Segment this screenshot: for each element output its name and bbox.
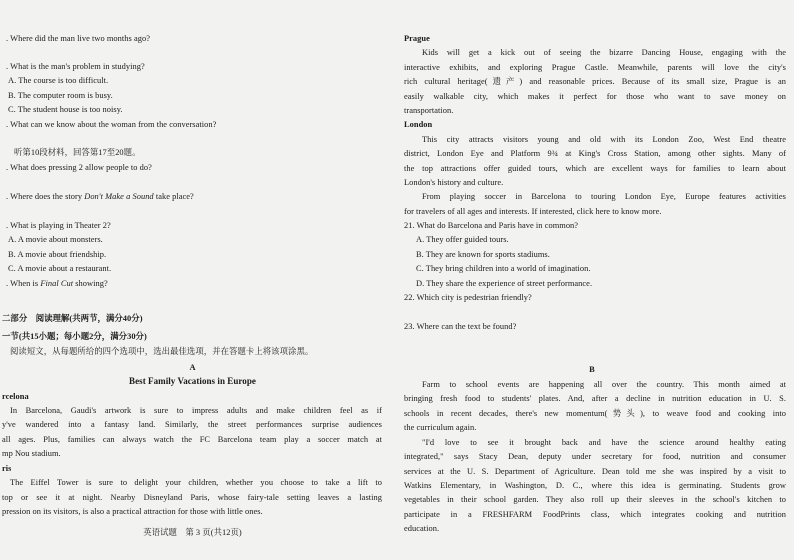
part-heading: 二部分 阅读理解(共两节，满分40分) <box>2 314 143 323</box>
option-d: D. They share the experience of street performance. <box>416 279 593 288</box>
option-a: A. A movie about monsters. <box>8 235 103 244</box>
section-heading: 一节(共15小题；每小题2分，满分30分) <box>2 332 147 341</box>
paragraph-line: education. <box>404 524 440 533</box>
paragraph-line: Watkins Elementary, in Washington, D. C., where this idea is germinating. Students grow <box>404 481 786 490</box>
paragraph-line: all ages. Plus, families can always watch the FC Barcelona team play a soccer match at <box>2 435 382 444</box>
paragraph-line: easily walkable city, which makes it perfect for those who want to save money on <box>404 92 786 101</box>
option-c: C. The student house is too noisy. <box>8 105 123 114</box>
option-b: B. They are known for sports stadiums. <box>416 250 550 259</box>
option-b: B. A movie about friendship. <box>8 250 107 259</box>
paragraph-line: the curriculum again. <box>404 423 477 432</box>
question-text: . What can we know about the woman from the conversation? <box>6 120 217 129</box>
option-c: C. A movie about a restaurant. <box>8 264 112 273</box>
paragraph-line: "I'd love to see it brought back and have the science around healthy eating <box>422 438 786 447</box>
paragraph-line: for travelers of all ages and interests. If interested, click here to know more. <box>404 207 662 216</box>
section-instruction: 听第10段材料，回答第17至20题。 <box>14 148 141 157</box>
paragraph-line: From playing soccer in Barcelona to touring London Eye, Europe features activities <box>422 192 786 201</box>
paragraph-line: Kids will get a kick out of seeing the bizarre Dancing House, engaging with the <box>422 48 786 57</box>
option-c: C. They bring children into a world of imagination. <box>416 264 591 273</box>
question-text: . What does pressing 2 allow people to do? <box>6 163 152 172</box>
passage-letter: B <box>589 365 595 374</box>
city-heading-prague: Prague <box>404 34 430 43</box>
city-heading-paris: ris <box>2 464 12 473</box>
paragraph-line: vegetables in their school garden. They also roll up their sleeves in the school's kitchen to <box>404 495 786 504</box>
city-heading-barcelona: rcelona <box>2 392 29 401</box>
paragraph-line: Farm to school events are happening all over the country. This month aimed at <box>422 380 786 389</box>
question-text: . What is playing in Theater 2? <box>6 221 111 230</box>
question-text: . When is Final Cut showing? <box>6 279 108 288</box>
reading-instruction: 阅读短文，从每题所给的四个选项中，选出最佳选项，并在答题卡上将该项涂黑。 <box>10 347 314 356</box>
paragraph-line: services at the U. S. Department of Agriculture. Dean told me she was inspired by a visit to <box>404 467 786 476</box>
page-footer: 英语试题 第 3 页(共12页) <box>143 528 242 537</box>
paragraph-line: The Eiffel Tower is sure to delight your children, whether you choose to take a lift to <box>10 478 382 487</box>
paragraph-line: interactive exhibits, and exploring Prague Castle. Meanwhile, parents will love the city's <box>404 63 786 72</box>
paragraph-line: district, London Eye and Platform 9¾ at King's Cross Station, among other sights. Many of <box>404 149 786 158</box>
paragraph-line: In Barcelona, Gaudi's artwork is sure to impress adults and make children feel as if <box>10 406 382 415</box>
paragraph-line: pression on its visitors, is also a practical attraction for those with little ones. <box>2 507 263 516</box>
question-text: . What is the man's problem in studying? <box>6 62 145 71</box>
paragraph-line: London's history and culture. <box>404 178 504 187</box>
paragraph-line: y've wandered into a fantasy land. Similarly, the street performances surprise audiences <box>2 420 382 429</box>
paragraph-line: the top attractions offer guided tours, which are excellent ways for families to learn about <box>404 164 786 173</box>
city-heading-london: London <box>404 120 433 129</box>
paragraph-line: rich cultural heritage(遗产) and reasonable prices. Because of its small size, Prague is an <box>404 77 786 86</box>
option-a: A. They offer guided tours. <box>416 235 509 244</box>
paragraph-line: top or see it at night. Nearby Disneyland Paris, whose fairy-tale setting leaves a lasting <box>2 493 382 502</box>
paragraph-line: schools in recent decades, there's new momentum(势头), to weave food and cooking into <box>404 409 786 418</box>
question-text: . Where does the story Don't Make a Sound take place? <box>6 192 194 201</box>
passage-title: Best Family Vacations in Europe <box>129 376 256 386</box>
right-column <box>398 0 786 560</box>
paragraph-line: transportation. <box>404 106 454 115</box>
question-21: 21. What do Barcelona and Paris have in common? <box>404 221 579 230</box>
paragraph-line: This city attracts visitors young and old with its London Zoo, West End theatre <box>422 135 786 144</box>
passage-letter: A <box>189 363 196 372</box>
paragraph-line: participate in a FRESHFARM FoodPrints class, which integrates cooking and nutrition <box>404 510 786 519</box>
question-22: 22. Which city is pedestrian friendly? <box>404 293 532 302</box>
question-text: . Where did the man live two months ago? <box>6 34 150 43</box>
left-column <box>0 0 385 560</box>
question-23: 23. Where can the text be found? <box>404 322 517 331</box>
paragraph-line: bringing fresh food to students' plates. And, after a decline in nutrition education in U. S. <box>404 394 786 403</box>
option-a: A. The course is too difficult. <box>8 76 109 85</box>
option-b: B. The computer room is busy. <box>8 91 113 100</box>
paragraph-line: mp Nou stadium. <box>2 449 61 458</box>
paragraph-line: integrated," says Stacy Dean, deputy under secretary for food, nutrition and consumer <box>404 452 786 461</box>
